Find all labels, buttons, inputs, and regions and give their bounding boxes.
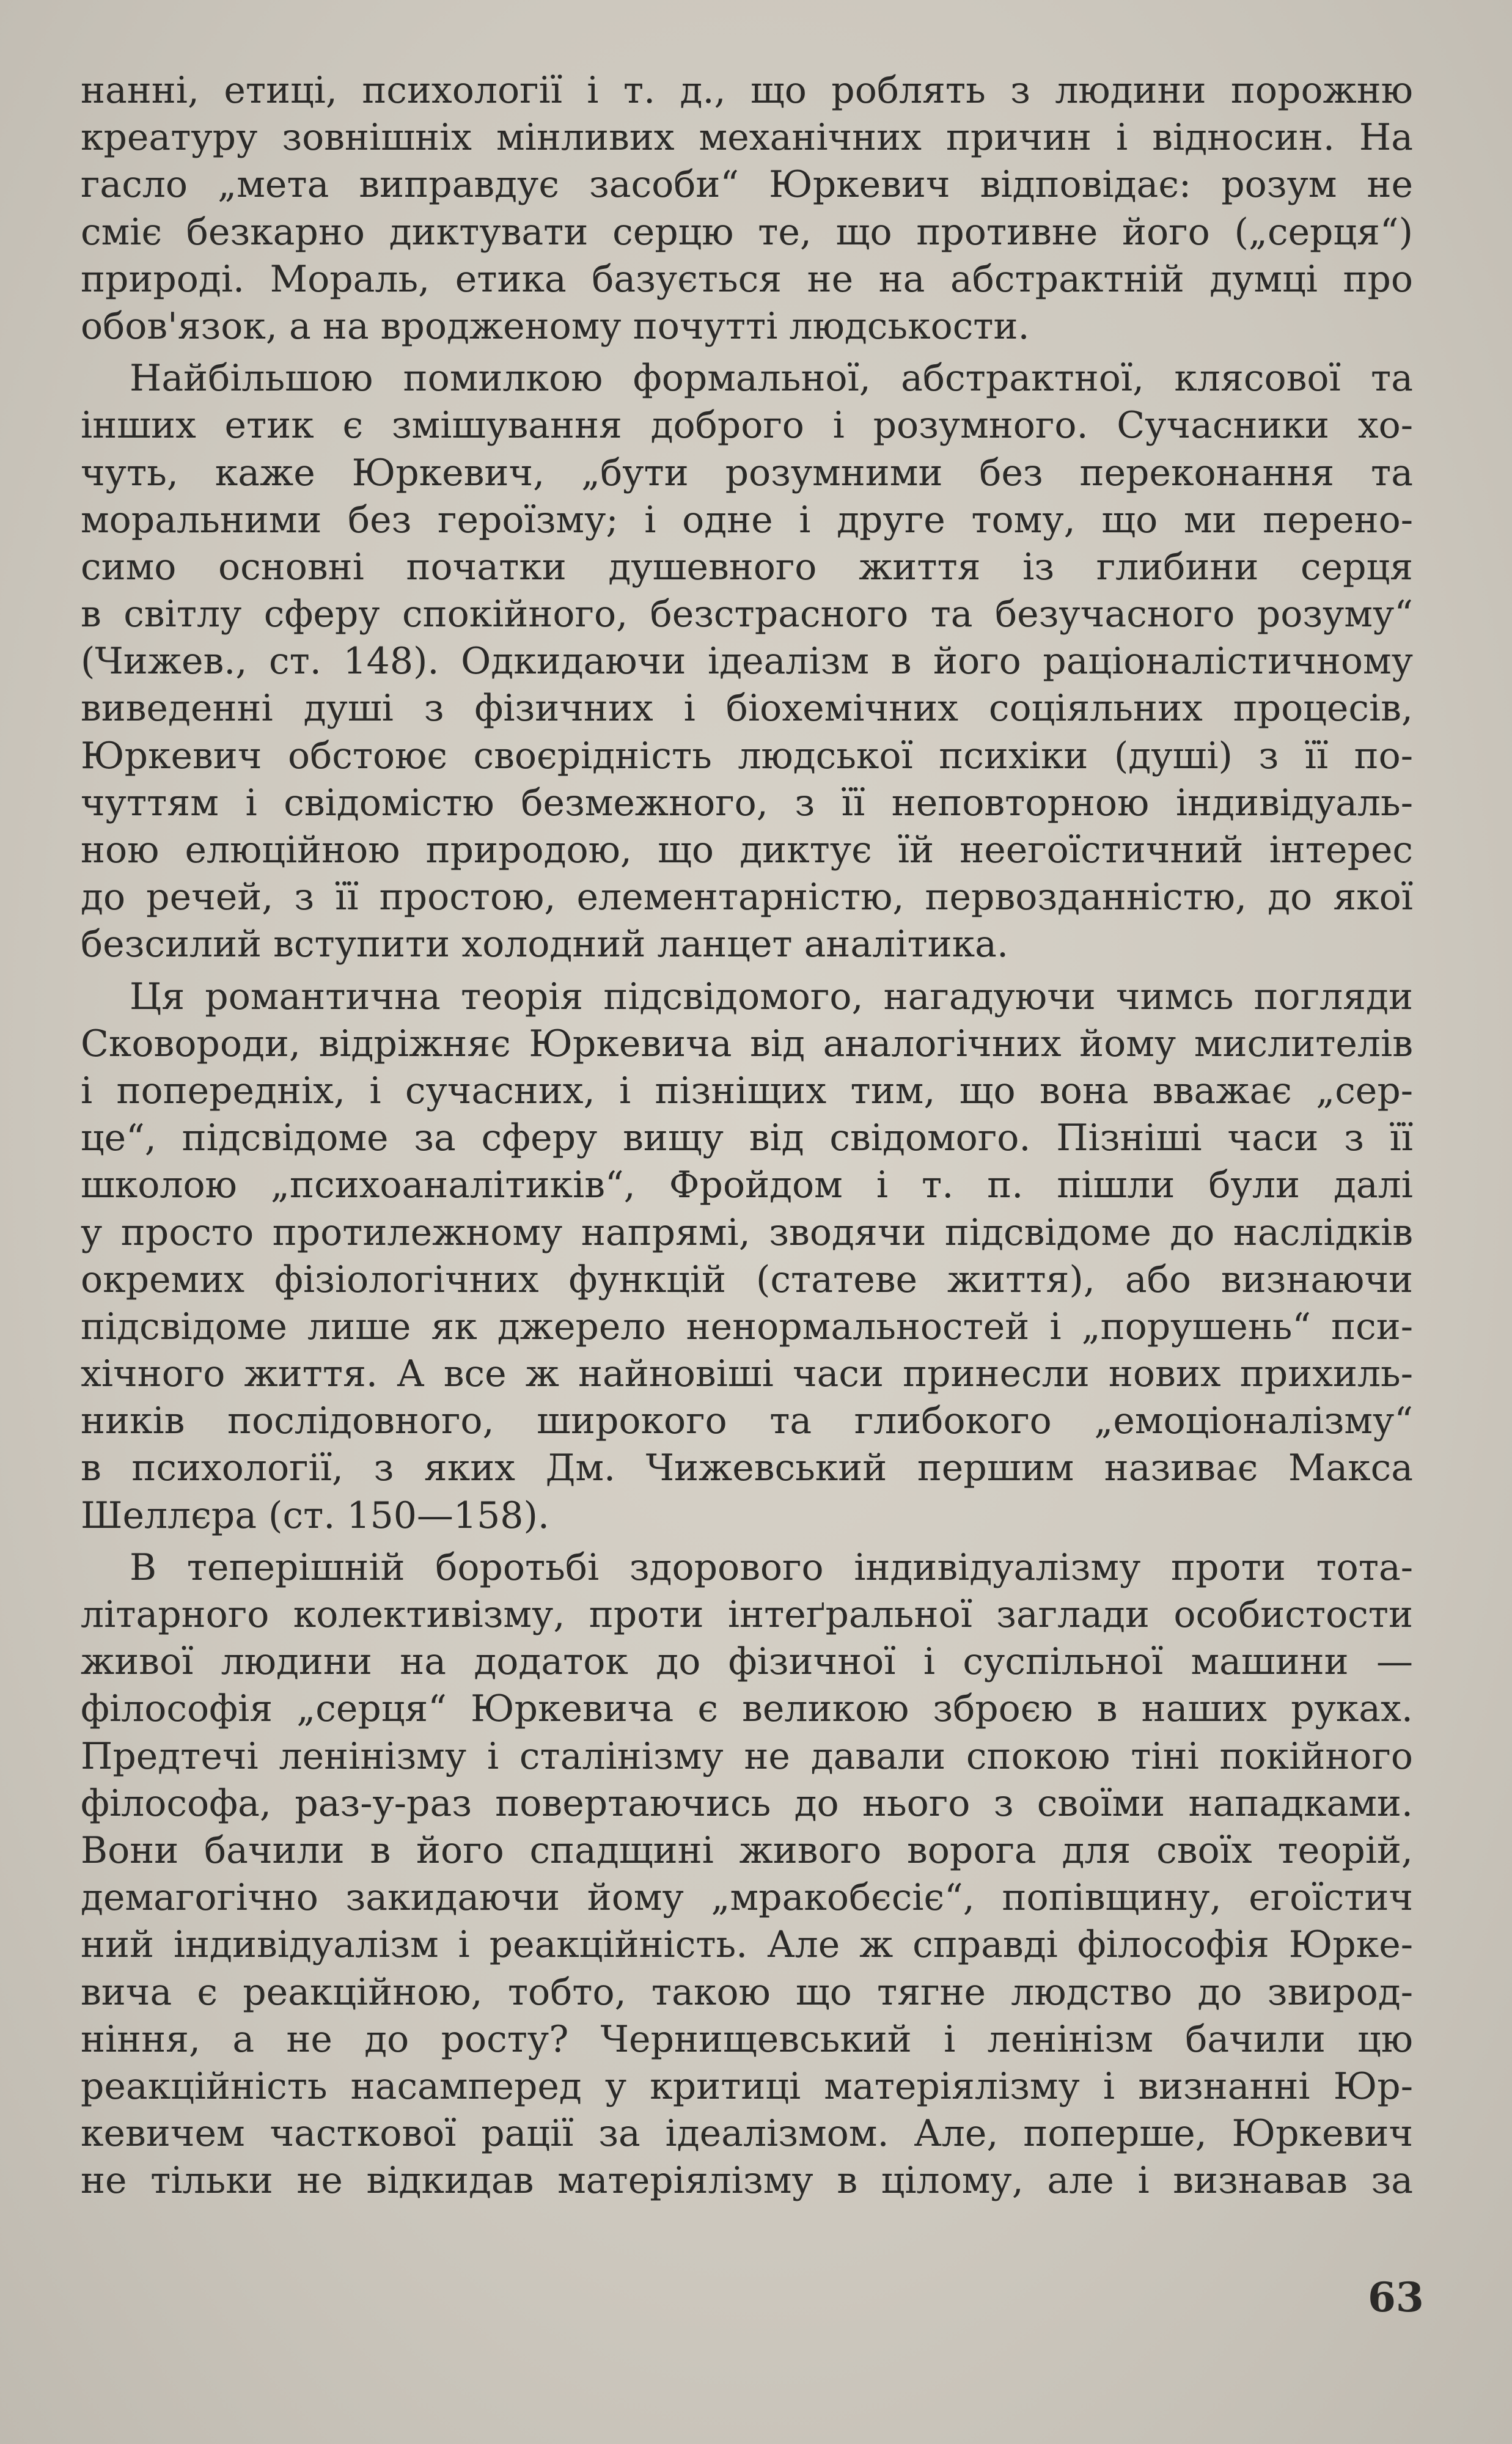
- paragraph-gap: [81, 969, 1413, 974]
- text-line: до речей, з її простою, елементарністю, первозданністю, до якої: [81, 876, 1413, 919]
- text-line: нанні, етиці, психології і т. д., що роблять з людини порожню: [81, 69, 1413, 112]
- text-line: креатуру зовнішніх мінливих механічних причин і відносин. На: [81, 116, 1413, 160]
- text-line: чуттям і свідомістю безмежного, з її неповторною індивідуаль-: [81, 781, 1413, 824]
- text-line: (Чижев., ст. 148). Одкидаючи ідеалізм в його раціоналістичному: [81, 640, 1413, 683]
- text-line: гасло „мета виправдує засоби“ Юркевич відповідає: розум не: [81, 163, 1413, 207]
- text-line: вича є реакційною, тобто, такою що тягне людство до звирод-: [81, 1970, 1413, 2014]
- text-line: демагогічно закидаючи йому „мракобєсіє“, попівщину, егоїстич: [81, 1876, 1413, 1920]
- text-line: інших етик є змішування доброго і розумного. Сучасники хо-: [81, 404, 1413, 447]
- paragraph: [81, 67, 1413, 350]
- text-line: ників послідовного, широкого та глибокого „емоціоналізму“: [81, 1400, 1413, 1443]
- text-line: симо основні початки душевного життя із глибини серця: [81, 545, 1413, 589]
- body-text: [81, 67, 1413, 2204]
- text-line: моральними без героїзму; і одне і друге тому, що ми перено-: [81, 498, 1413, 541]
- text-line: школою „психоаналітиків“, Фройдом і т. п. пішли були далі: [81, 1164, 1413, 1207]
- paragraph: [81, 355, 1413, 968]
- text-line: Ця романтична теорія підсвідомого, нагадуючи чимсь погляди: [130, 975, 1413, 1018]
- text-line: живої людини на додаток до фізичної і суспільної машини —: [81, 1640, 1413, 1684]
- paragraph: [81, 974, 1413, 1539]
- text-line: В теперішній боротьбі здорового індивідуалізму проти тота-: [130, 1546, 1413, 1589]
- text-line: підсвідоме лише як джерело ненормальностей і „порушень“ пси-: [81, 1305, 1413, 1348]
- text-line: літарного колективізму, проти інтеґральної заглади особистости: [81, 1593, 1413, 1636]
- text-line: сміє безкарно диктувати серцю те, що противне його („серця“): [81, 210, 1413, 254]
- text-line: обов'язок, а на вродженому почутті людськости.: [81, 304, 1030, 348]
- text-line: у просто протилежному напрямі, зводячи підсвідоме до наслідків: [81, 1211, 1413, 1254]
- text-line: кевичем часткової рації за ідеалізмом. Але, поперше, Юркевич: [81, 2112, 1413, 2156]
- text-line: ний індивідуалізм і реакційність. Але ж справді філософія Юрке-: [81, 1923, 1413, 1967]
- text-line: Найбільшою помилкою формальної, абстрактної, клясової та: [130, 357, 1413, 400]
- text-line: виведенні душі з фізичних і біохемічних соціяльних процесів,: [81, 687, 1413, 730]
- text-line: хічного життя. А все ж найновіші часи принесли нових прихиль-: [81, 1352, 1413, 1396]
- text-line: не тільки не відкидав матеріялізму в цілому, але і визнавав за: [81, 2159, 1413, 2203]
- text-line: Сковороди, відріжняє Юркевича від аналогічних йому мислителів: [81, 1022, 1413, 1065]
- text-line: ною елюційною природою, що диктує їй неегоїстичний інтерес: [81, 829, 1413, 872]
- text-line: це“, підсвідоме за сферу вищу від свідомого. Пізніші часи з її: [81, 1117, 1413, 1160]
- text-line: Вони бачили в його спадщині живого ворога для своїх теорій,: [81, 1829, 1413, 1872]
- paragraph: [81, 1544, 1413, 2205]
- paragraph-gap: [81, 1539, 1413, 1544]
- text-line: Юркевич обстоює своєрідність людської психіки (душі) з її по-: [81, 734, 1413, 777]
- text-line: і попередніх, і сучасних, і пізніщих тим, що вона вважає „сер-: [81, 1069, 1413, 1112]
- text-line: природі. Мораль, етика базується не на абстрактній думці про: [81, 257, 1413, 301]
- text-line: Шеллєра (ст. 150—158).: [81, 1494, 549, 1537]
- text-line: філософія „серця“ Юркевича є великою зброєю в наших руках.: [81, 1687, 1413, 1731]
- text-line: окремих фізіологічних функцій (статеве життя), або визнаючи: [81, 1258, 1413, 1301]
- text-line: безсилий вступити холодний ланцет аналітика.: [81, 923, 1009, 966]
- page-number: 63: [1368, 2273, 1424, 2321]
- paragraph-gap: [81, 350, 1413, 355]
- text-line: в світлу сферу спокійного, безстрасного та безучасного розуму“: [81, 593, 1413, 636]
- text-line: Предтечі ленінізму і сталінізму не давали спокою тіні покійного: [81, 1734, 1413, 1778]
- text-line: ніння, а не до росту? Чернищевський і ленінізм бачили цю: [81, 2017, 1413, 2061]
- text-line: чуть, каже Юркевич, „бути розумними без переконання та: [81, 451, 1413, 494]
- text-line: реакційність насамперед у критиці матеріялізму і визнанні Юр-: [81, 2064, 1413, 2108]
- text-line: в психології, з яких Дм. Чижевський першим називає Макса: [81, 1447, 1413, 1490]
- text-line: філософа, раз-у-раз повертаючись до нього з своїми нападками.: [81, 1782, 1413, 1825]
